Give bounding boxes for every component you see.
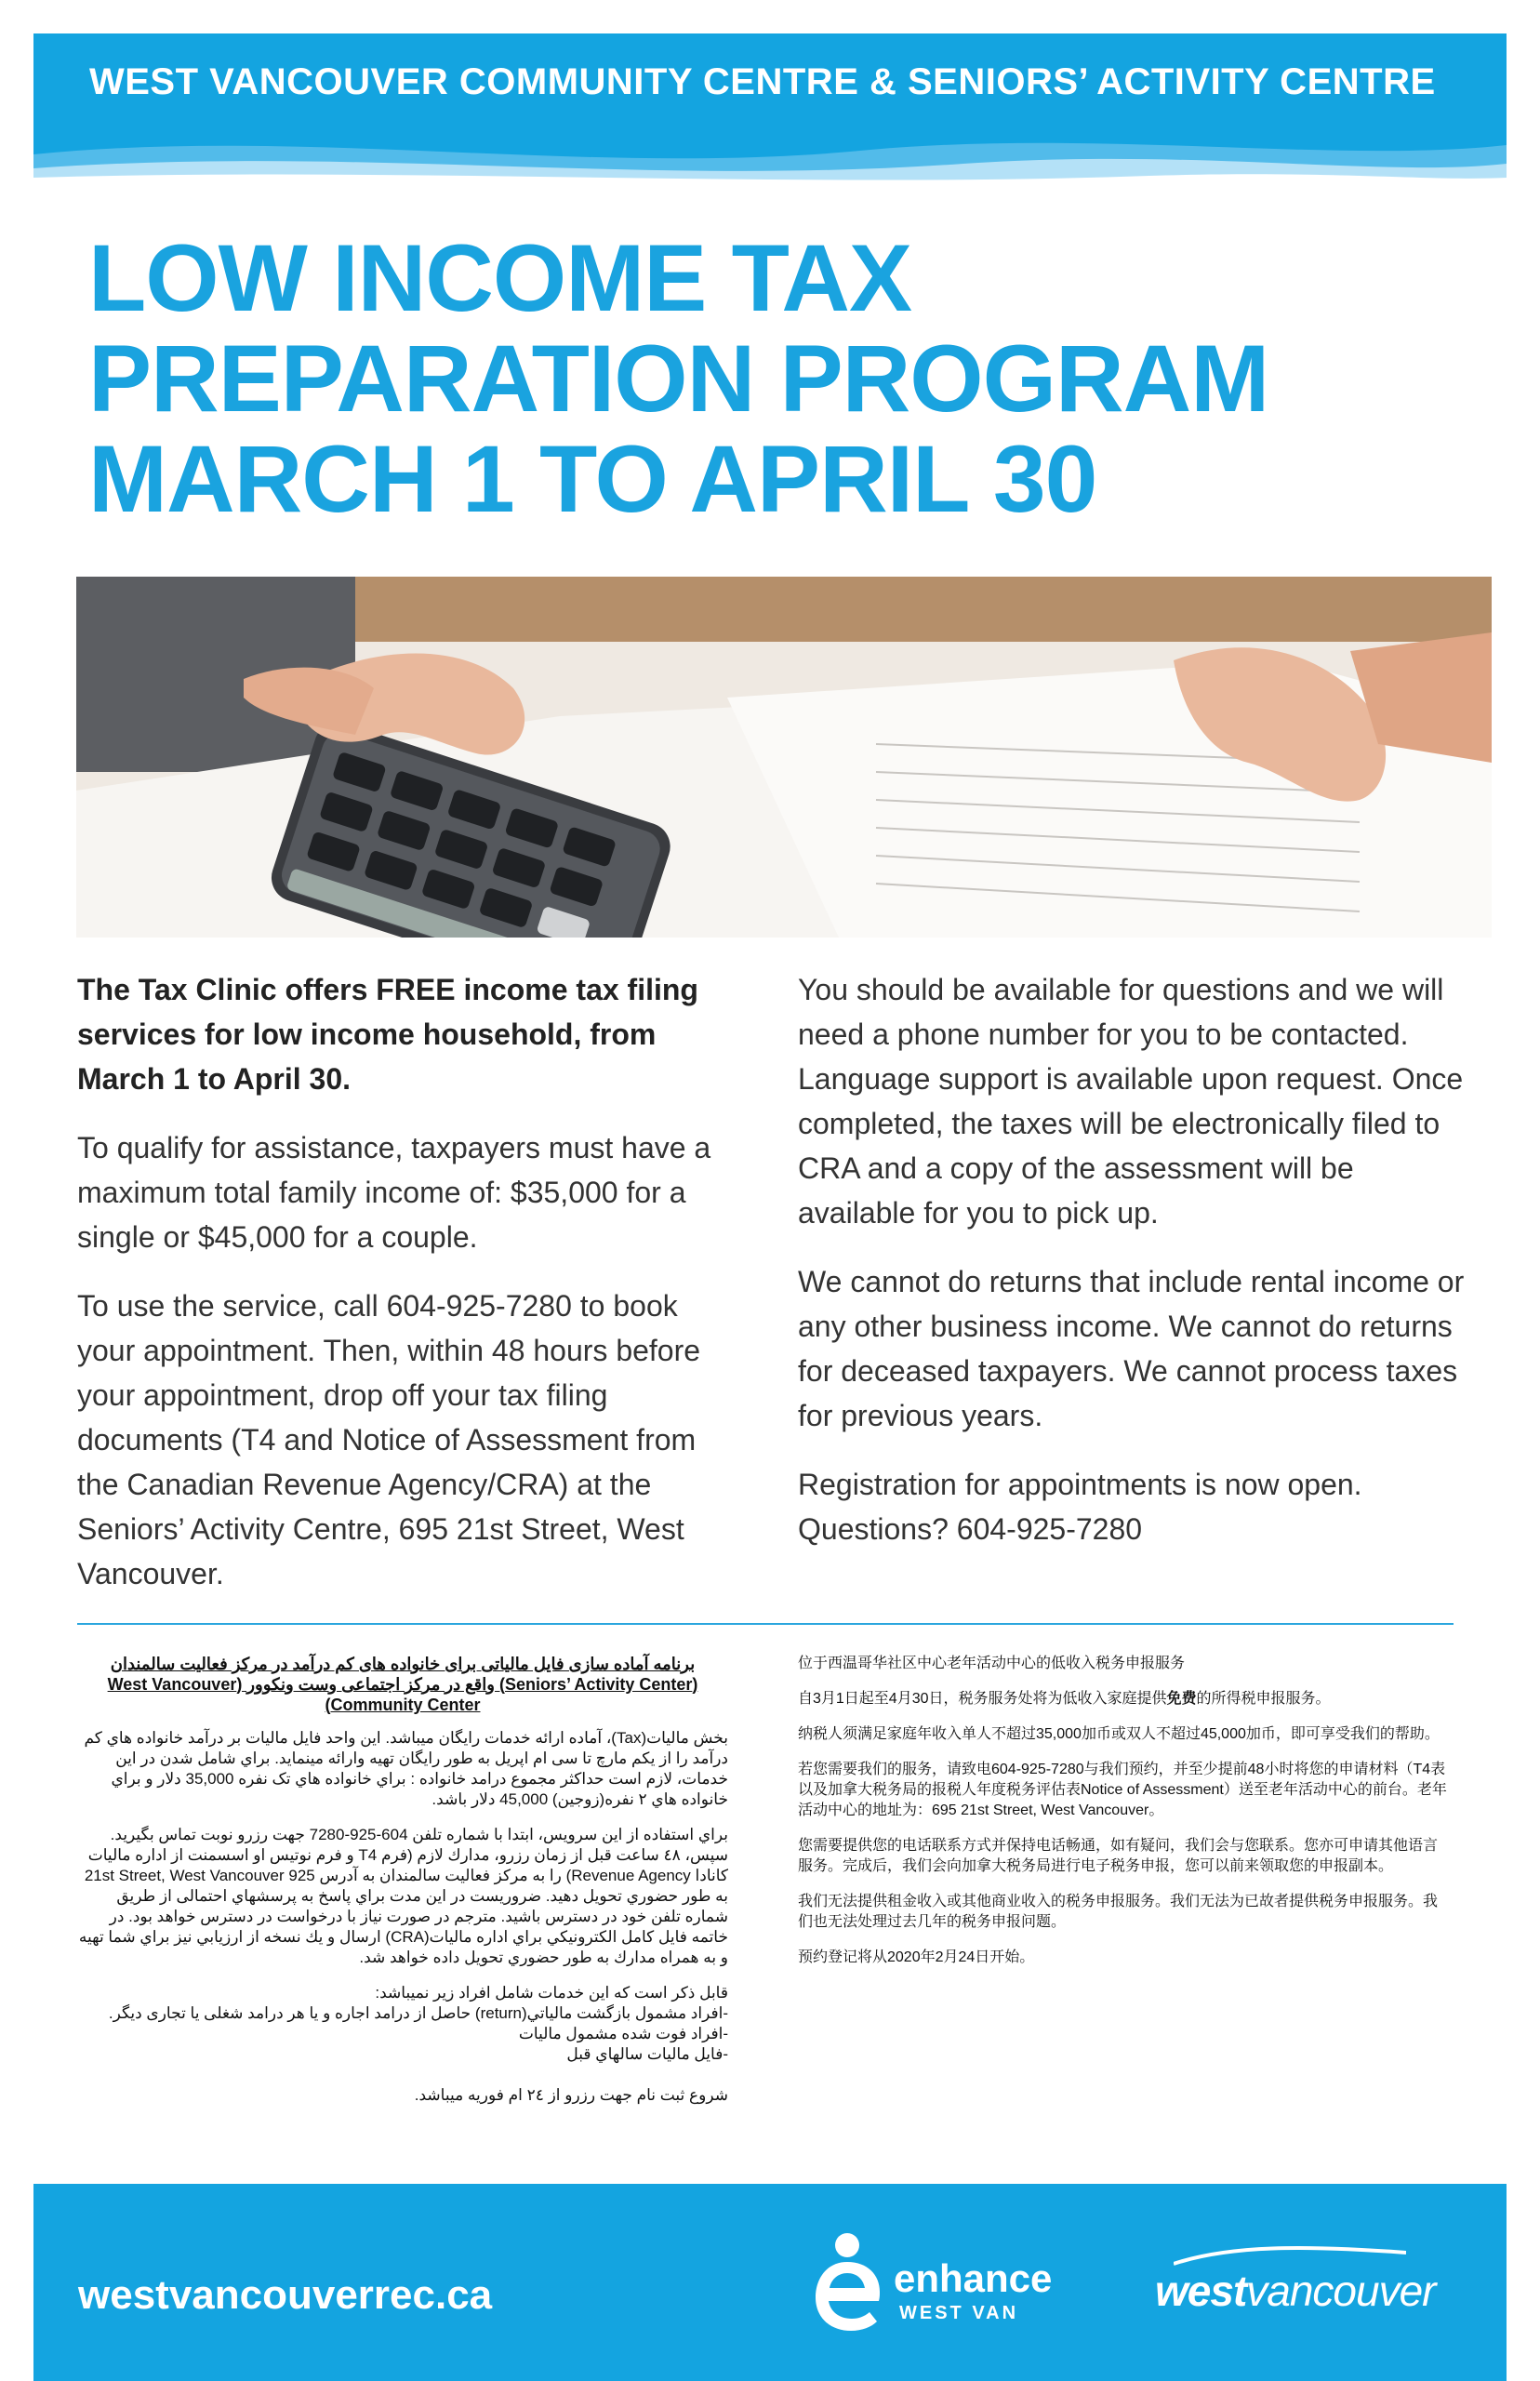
booking-paragraph: To use the service, call 604-925-7280 to book your appointment. Then, within 48 hours before your appointment, drop off your tax filing documents (T4 and Notice of Assessment from the Canadian Revenue Agency/CRA) at the Seniors’ Activity Centre, 695 21st Street, West Vancouver.	[77, 1289, 701, 1590]
chinese-paragraph-5: 我们无法提供租金收入或其他商业收入的税务申报服务。我们无法为已故者提供税务申报服务。我们也无法处理过去几年的税务申报问题。	[798, 1894, 1439, 1930]
english-column-right	[798, 967, 1477, 1576]
calculator-photo-illustration	[76, 577, 1492, 938]
chinese-paragraph-4: 您需要提供您的电话联系方式并保持电话畅通，如有疑问，我们会与您联系。您亦可申请其他语言服务。完成后，我们会向加拿大税务局进行电子税务申报，您可以前来领取您的申报副本。	[798, 1838, 1439, 1874]
wv-logo-part-2: vancouver	[1246, 2267, 1436, 2315]
title-line-1: LOW INCOME TAX	[88, 225, 912, 331]
header-banner	[33, 33, 1507, 187]
chinese-paragraph-3: 若您需要我们的服务，请致电604-925-7280与我们预约，并至少提前48小时将您的申请材料（T4表以及加拿大税务局的报税人年度税务评估表Notice of Assessment）送至老年活动中心的前台。老年活动中心的地址为：695 21st Street, West Vancouver。	[798, 1762, 1447, 1818]
header-title: WEST VANCOUVER COMMUNITY CENTRE & SENIORS’ ACTIVITY CENTRE	[89, 61, 1436, 102]
farsi-paragraph-1: بخش مالیات(Tax)، آماده ارائه خدمات رایگان میباشد. این واحد فایل مالیات بر درآمد خانواده هاي کم درآمد را از یکم مارچ تا سی ام اپریل به طور رایگان تهیه وارائه مینماید. براي شامل شدن در این خدمات، لازم است حداکثر مجموع درامد خانواده : براي خانواده هاي تک نفره 35,000 دلار و براي خانواده هاي ۲ نفره(زوجین) 45,000 دلار باشد.	[84, 1729, 728, 1808]
farsi-translation	[77, 1654, 728, 2121]
farsi-registration: شروع ثبت نام جهت رزرو از ٢٤ ام فوریه میباشد.	[414, 2086, 728, 2104]
west-vancouver-logo	[1155, 2266, 1436, 2316]
title-line-3: MARCH 1 TO APRIL 30	[88, 426, 1097, 532]
chinese-paragraph-1: 自3月1日起至4月30日，税务服务处将为低收入家庭提供免费的所得税申报服务。	[798, 1691, 1331, 1707]
registration-paragraph: Registration for appointments is now open. Questions? 604-925-7280	[798, 1468, 1362, 1546]
eligibility-paragraph: To qualify for assistance, taxpayers must have a maximum total family income of: $35,000 for a single or $45,000 for a couple.	[77, 1131, 711, 1254]
farsi-paragraph-2: براي استفاده از این سرویس، ابتدا با شماره تلفن 604-925-7280 جهت رزرو نوبت تماس بگیرید. سپس، ٤٨ ساعت قبل از زمان رزرو، مدارك لازم (فرم T4 و فرم نوتیس او اسسمنت از اداره مالیات کانادا Revenue Agency) را به مرکز فعالیت سالمندان به آدرس 925 21st Street, West Vancouver به طور حضوري تحویل دهید. ضروریست در این مدت براي پاسخ به پرسشهاي احتمالی از طریق شماره تلفن خود در دسترس باشید. مترجم در صورت نیاز با درخواست در دسترس خواهد بود. در خاتمه فایل کامل الکترونیکي براي اداره مالیات(CRA) ارسال و یك نسخه از ارزیابي نیز براي شما تهیه و به همراه مدارك به طور حضوري تحویل داده خواهد شد.	[78, 1826, 728, 1966]
chinese-paragraph-6: 预约登记将从2020年2月24日开始。	[798, 1949, 1035, 1965]
hero-photo-calculator	[76, 577, 1492, 938]
restrictions-paragraph: We cannot do returns that include rental income or any other business income. We cannot do returns for deceased taxpayers. We cannot process taxes for previous years.	[798, 1265, 1465, 1432]
website-link[interactable]: westvancouverrec.ca	[78, 2272, 493, 2318]
chinese-paragraph-2: 纳税人须满足家庭年收入单人不超过35,000加币或双人不超过45,000加币，即可享受我们的帮助。	[798, 1726, 1440, 1742]
intro-lead: The Tax Clinic offers FREE income tax filing services for low income household, from March 1 to April 30.	[77, 973, 698, 1096]
farsi-exclusions-intro: قابل ذکر است که این خدمات شامل افراد زیر نمیباشد:	[375, 1984, 728, 2002]
chinese-title: 位于西温哥华社区中心老年活动中心的低收入税务申报服务	[798, 1656, 1186, 1671]
enhance-subtitle: WEST VAN	[899, 2303, 1019, 2323]
farsi-exclusion-2: -افراد فوت شده مشمول مالیات	[518, 2025, 728, 2042]
enhance-west-van-logo	[810, 2230, 1052, 2342]
enhance-wordmark: enhance	[894, 2256, 1053, 2300]
wv-logo-part-1: west	[1155, 2267, 1247, 2315]
chinese-translation	[798, 1654, 1449, 1983]
section-divider	[77, 1623, 1454, 1625]
title-line-2: PREPARATION PROGRAM	[88, 326, 1269, 432]
contact-paragraph: You should be available for questions and we will need a phone number for you to be contacted. Language support is available upon request. Once completed, the taxes will be electronically filed to CRA and a copy of the assessment will be available for you to pick up.	[798, 973, 1464, 1230]
farsi-exclusion-1: -افراد مشمول بازگشت مالیاتي(return) حاصل از درامد اجاره و یا هر درامد شغلی یا تجاری دیگر.	[108, 2004, 728, 2022]
english-column-left	[77, 967, 728, 1620]
footer-banner	[33, 2184, 1507, 2381]
page-title	[88, 225, 1269, 532]
header-wave-decoration	[33, 122, 1507, 187]
wave-swoosh-icon	[1174, 2245, 1406, 2268]
farsi-title: برنامه آماده سازی فایل مالیاتی برای خانواده های کم درآمد در مرکز فعالیت سالمندان (Seniors’ Activity Center) واقع در مرکز اجتماعی وست ونکوور (West Vancouver Community Center)	[107, 1655, 698, 1714]
farsi-exclusion-3: -فایل مالیات سالهاي قبل	[566, 2045, 728, 2063]
enhance-person-icon	[810, 2230, 884, 2333]
